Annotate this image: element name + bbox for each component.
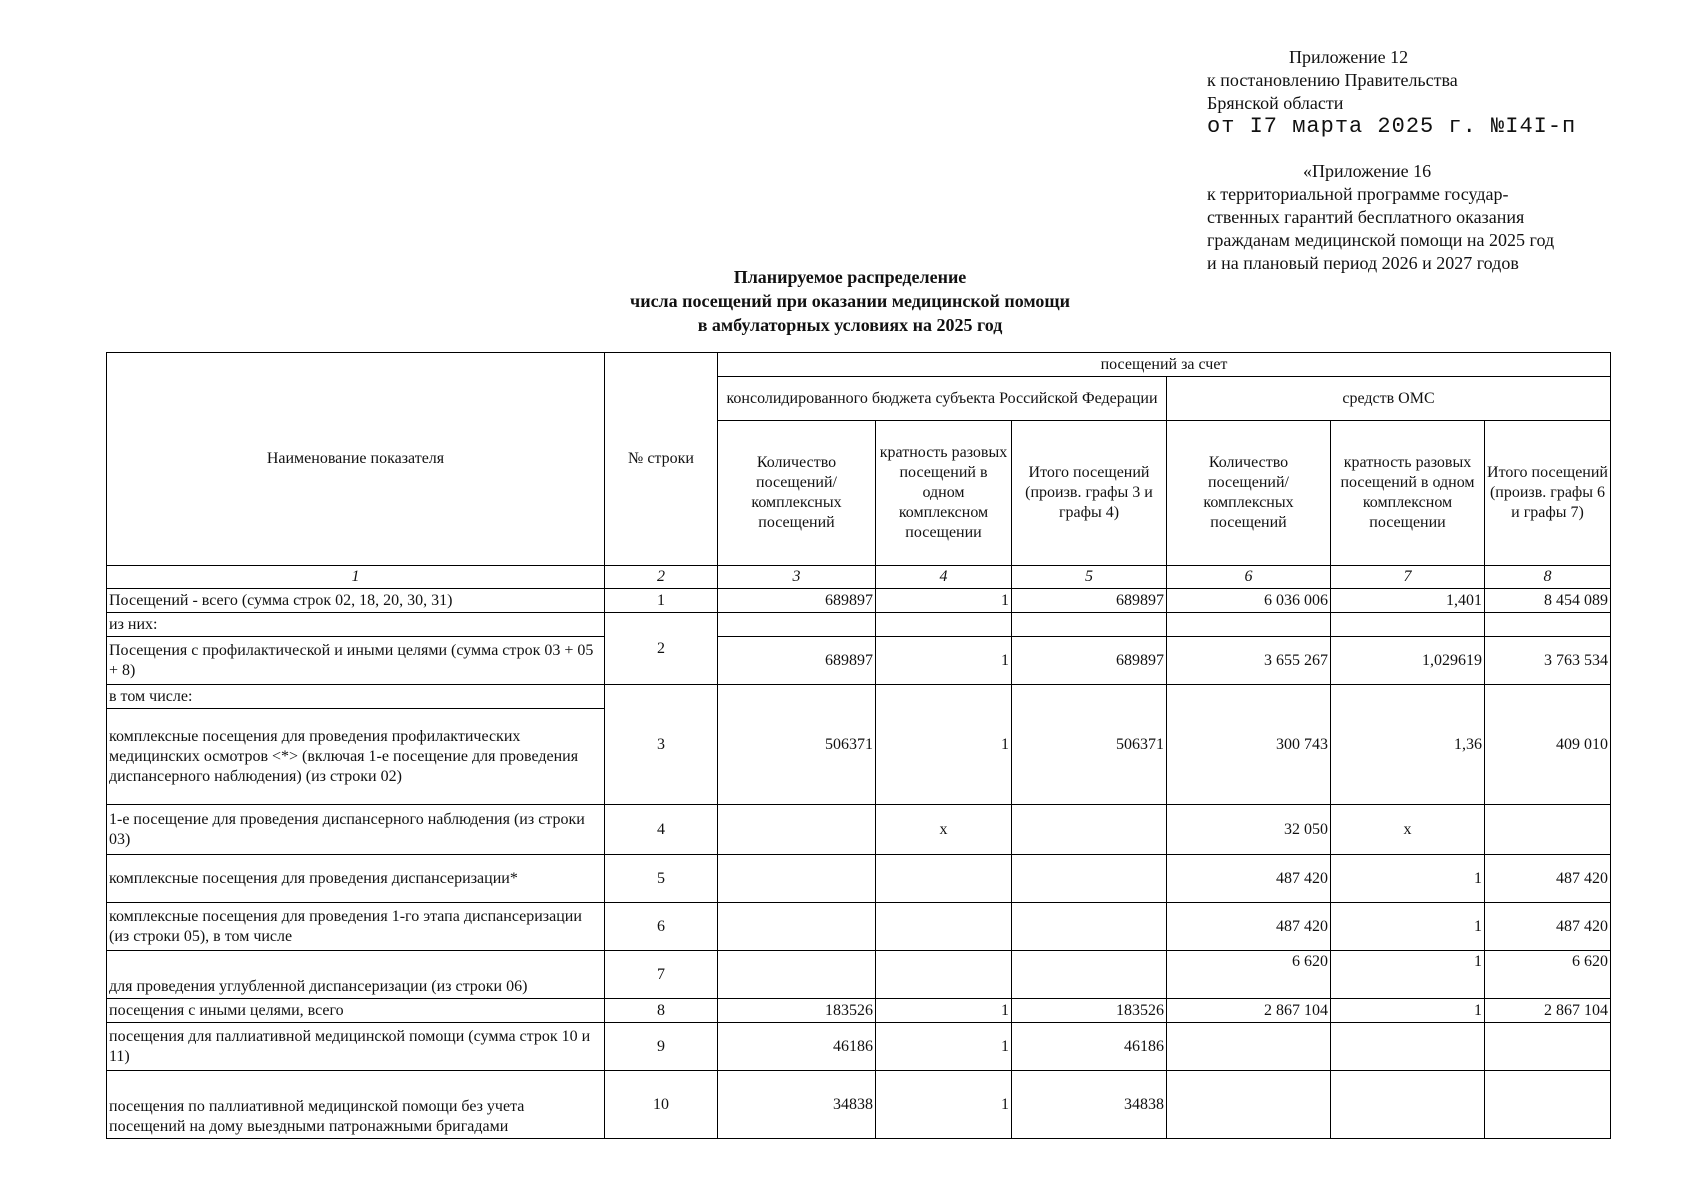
column-numbers-row <box>107 566 1611 589</box>
header-col-3: Количество посещений/комплексных посещений <box>718 421 876 566</box>
row-cell-col6: 6 036 006 <box>1167 589 1331 613</box>
row-cell-col3: 689897 <box>718 637 876 685</box>
row-cell-col4 <box>876 903 1012 951</box>
appendix-16-line: ственных гарантий бесплатного оказания <box>1207 207 1525 227</box>
row-cell-col7 <box>1331 613 1485 637</box>
column-number: 1 <box>107 566 605 589</box>
row-name: 1-е посещение для проведения диспансерного наблюдения (из строки 03) <box>107 805 605 855</box>
table-row <box>107 1023 1611 1071</box>
row-cell-col6 <box>1167 613 1331 637</box>
table-row <box>107 855 1611 903</box>
column-number: 2 <box>605 566 718 589</box>
row-cell-col6: 32 050 <box>1167 805 1331 855</box>
header-budget: консолидированного бюджета субъекта Российской Федерации <box>718 377 1167 421</box>
table-row <box>107 951 1611 999</box>
column-number: 6 <box>1167 566 1331 589</box>
appendix-16-line: и на плановый период 2026 и 2027 годов <box>1207 253 1519 273</box>
row-cell-col5 <box>1012 855 1167 903</box>
header-col-7: кратность разовых посещений в одном комплексном посещении <box>1331 421 1485 566</box>
row-cell-col4: 1 <box>876 637 1012 685</box>
row-number: 8 <box>605 999 718 1023</box>
row-number: 10 <box>605 1071 718 1139</box>
row-cell-col3: 689897 <box>718 589 876 613</box>
title-line: Планируемое распределение <box>733 267 967 287</box>
appendix-12-block <box>1207 46 1576 138</box>
row-cell-col6 <box>1167 1023 1331 1071</box>
appendix-16-line: гражданам медицинской помощи на 2025 год <box>1207 230 1555 250</box>
header-col-8: Итого посещений (произв. графы 6 и графы 7) <box>1485 421 1611 566</box>
row-name: из них: <box>107 613 605 637</box>
row-cell-col8: 409 010 <box>1485 685 1611 805</box>
row-cell-col5: 183526 <box>1012 999 1167 1023</box>
header-col-4: кратность разовых посещений в одном комплексном посещении <box>876 421 1012 566</box>
row-cell-col7: х <box>1331 805 1485 855</box>
row-cell-col8: 3 763 534 <box>1485 637 1611 685</box>
row-cell-col4: 1 <box>876 589 1012 613</box>
row-cell-col7: 1,401 <box>1331 589 1485 613</box>
appendix-16-line: «Приложение 16 <box>1303 161 1432 181</box>
table-header-row <box>107 353 1611 377</box>
row-cell-col6 <box>1167 1071 1331 1139</box>
column-number: 3 <box>718 566 876 589</box>
row-cell-col4: 1 <box>876 1071 1012 1139</box>
table-row <box>107 613 1611 637</box>
row-cell-col8: 6 620 <box>1485 951 1611 999</box>
row-name: комплексные посещения для проведения профилактических медицинских осмотров <*> (включая 1-е посещение для проведения диспансерного наблюдения) (из строки 02) <box>107 709 605 805</box>
row-number: 1 <box>605 589 718 613</box>
row-number: 7 <box>605 951 718 999</box>
table-row <box>107 685 1611 709</box>
row-number: 4 <box>605 805 718 855</box>
row-number: 9 <box>605 1023 718 1071</box>
row-cell-col4: х <box>876 805 1012 855</box>
header-visits-by: посещений за счет <box>718 353 1611 377</box>
row-cell-col3 <box>718 903 876 951</box>
row-cell-col6: 487 420 <box>1167 855 1331 903</box>
title-line: в амбулаторных условиях на 2025 год <box>697 315 1003 335</box>
table-row <box>107 1071 1611 1139</box>
row-cell-col7: 1 <box>1331 999 1485 1023</box>
row-cell-col3 <box>718 805 876 855</box>
row-cell-col6: 3 655 267 <box>1167 637 1331 685</box>
row-cell-col8: 2 867 104 <box>1485 999 1611 1023</box>
row-cell-col7: 1 <box>1331 855 1485 903</box>
row-cell-col5: 689897 <box>1012 589 1167 613</box>
row-cell-col4: 1 <box>876 685 1012 805</box>
row-cell-col8: 487 420 <box>1485 855 1611 903</box>
decree-date-line: от I7 марта 2025 г. №I4I-п <box>1207 114 1577 139</box>
table-row <box>107 637 1611 685</box>
column-number: 8 <box>1485 566 1611 589</box>
appendix-12-line: Брянской области <box>1207 93 1344 113</box>
header-col-6: Количество посещений/комплексных посещений <box>1167 421 1331 566</box>
row-cell-col7: 1,029619 <box>1331 637 1485 685</box>
row-cell-col5: 506371 <box>1012 685 1167 805</box>
appendix-16-block <box>1207 160 1554 275</box>
row-cell-col3 <box>718 855 876 903</box>
row-cell-col6: 300 743 <box>1167 685 1331 805</box>
row-cell-col8 <box>1485 805 1611 855</box>
row-number: 3 <box>605 685 718 805</box>
row-cell-col5 <box>1012 903 1167 951</box>
row-cell-col3 <box>718 613 876 637</box>
appendix-12-line: Приложение 12 <box>1289 47 1409 67</box>
row-name: Посещения с профилактической и иными целями (сумма строк 03 + 05 + 8) <box>107 637 605 685</box>
row-cell-col5: 34838 <box>1012 1071 1167 1139</box>
row-name: комплексные посещения для проведения 1-го этапа диспансеризации (из строки 05), в том числе <box>107 903 605 951</box>
row-cell-col5 <box>1012 613 1167 637</box>
column-number: 7 <box>1331 566 1485 589</box>
row-cell-col4 <box>876 613 1012 637</box>
header-col-5: Итого посещений (произв. графы 3 и графы 4) <box>1012 421 1167 566</box>
row-cell-col6: 487 420 <box>1167 903 1331 951</box>
row-number: 2 <box>605 613 718 685</box>
table-row <box>107 805 1611 855</box>
title-line: числа посещений при оказании медицинской помощи <box>630 291 1070 311</box>
row-cell-col5: 46186 <box>1012 1023 1167 1071</box>
document-title <box>560 265 1140 337</box>
row-cell-col8 <box>1485 1023 1611 1071</box>
row-cell-col7 <box>1331 1023 1485 1071</box>
table-row <box>107 999 1611 1023</box>
row-cell-col6: 2 867 104 <box>1167 999 1331 1023</box>
row-cell-col8 <box>1485 613 1611 637</box>
visits-distribution-table <box>106 352 1611 1139</box>
row-cell-col4 <box>876 951 1012 999</box>
header-row-number: № строки <box>605 353 718 566</box>
row-cell-col3: 34838 <box>718 1071 876 1139</box>
row-name: в том числе: <box>107 685 605 709</box>
row-name: посещения с иными целями, всего <box>107 999 605 1023</box>
row-name: посещения для паллиативной медицинской помощи (сумма строк 10 и 11) <box>107 1023 605 1071</box>
row-cell-col5: 689897 <box>1012 637 1167 685</box>
row-cell-col8: 487 420 <box>1485 903 1611 951</box>
table-row <box>107 903 1611 951</box>
header-indicator-name: Наименование показателя <box>107 353 605 566</box>
appendix-16-line: к территориальной программе государ- <box>1207 184 1509 204</box>
row-name: Посещений - всего (сумма строк 02, 18, 20, 30, 31) <box>107 589 605 613</box>
column-number: 5 <box>1012 566 1167 589</box>
row-cell-col5 <box>1012 805 1167 855</box>
row-cell-col4 <box>876 855 1012 903</box>
appendix-12-line: к постановлению Правительства <box>1207 70 1458 90</box>
row-cell-col7 <box>1331 1071 1485 1139</box>
row-cell-col7: 1 <box>1331 951 1485 999</box>
row-name: комплексные посещения для проведения диспансеризации* <box>107 855 605 903</box>
row-cell-col3: 183526 <box>718 999 876 1023</box>
row-cell-col3: 46186 <box>718 1023 876 1071</box>
row-name: посещения по паллиативной медицинской помощи без учета посещений на дому выездными патронажными бригадами <box>107 1071 605 1139</box>
row-cell-col8 <box>1485 1071 1611 1139</box>
row-number: 6 <box>605 903 718 951</box>
row-cell-col7: 1 <box>1331 903 1485 951</box>
header-oms: средств ОМС <box>1167 377 1611 421</box>
row-cell-col3: 506371 <box>718 685 876 805</box>
row-cell-col4: 1 <box>876 999 1012 1023</box>
row-cell-col6: 6 620 <box>1167 951 1331 999</box>
row-name: для проведения углубленной диспансеризации (из строки 06) <box>107 951 605 999</box>
row-cell-col5 <box>1012 951 1167 999</box>
row-cell-col8: 8 454 089 <box>1485 589 1611 613</box>
column-number: 4 <box>876 566 1012 589</box>
row-cell-col7: 1,36 <box>1331 685 1485 805</box>
table-row <box>107 589 1611 613</box>
row-number: 5 <box>605 855 718 903</box>
row-cell-col4: 1 <box>876 1023 1012 1071</box>
row-cell-col3 <box>718 951 876 999</box>
